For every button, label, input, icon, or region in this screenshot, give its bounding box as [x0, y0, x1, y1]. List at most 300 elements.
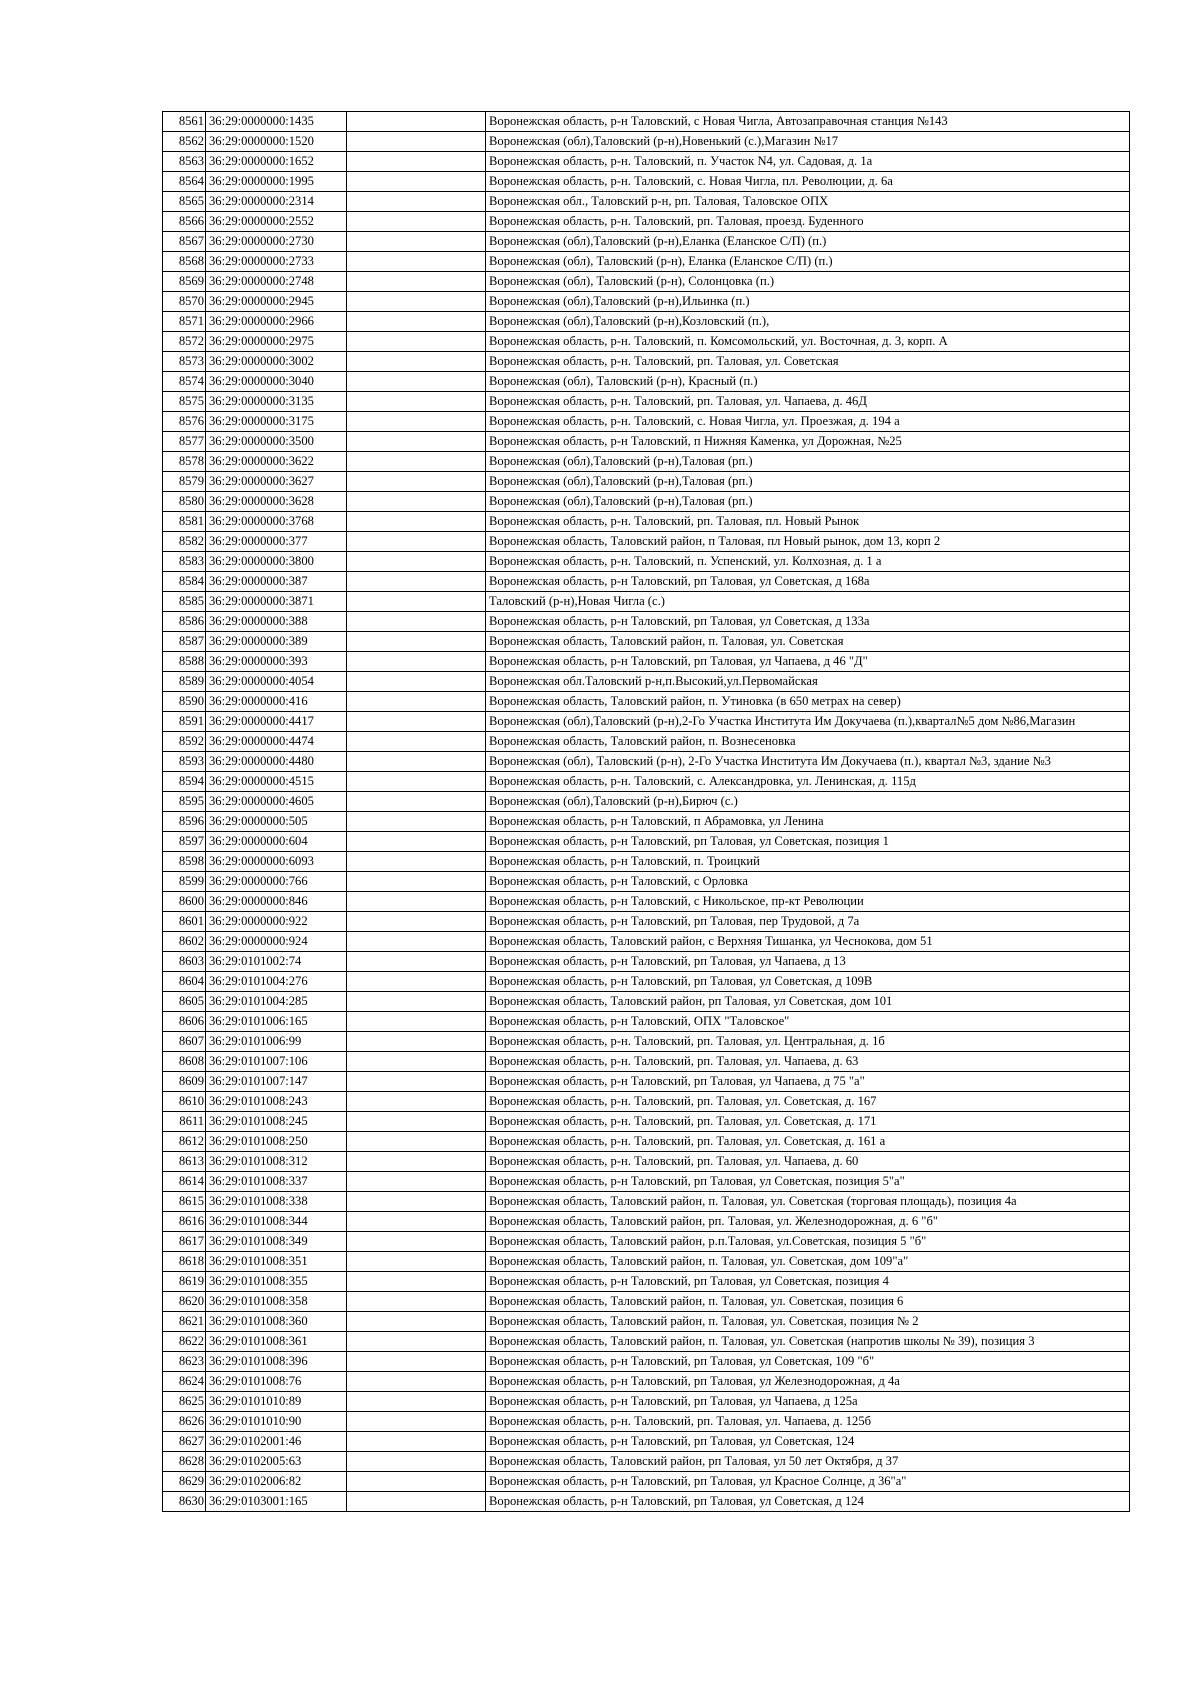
row-number-cell: 8583: [163, 552, 206, 572]
address-cell: Воронежская область, Таловский район, п Таловая, пл Новый рынок, дом 13, корп 2: [486, 532, 1130, 552]
row-number-cell: 8627: [163, 1432, 206, 1452]
row-number-cell: 8601: [163, 912, 206, 932]
empty-cell: [347, 492, 486, 512]
address-cell: Воронежская область, Таловский район, п. Таловая, ул. Советская (напротив школы № 39), позиция 3: [486, 1332, 1130, 1352]
table-row: [163, 1492, 1130, 1512]
empty-cell: [347, 672, 486, 692]
row-number-cell: 8561: [163, 112, 206, 132]
row-number-cell: 8607: [163, 1032, 206, 1052]
table-row: [163, 1072, 1130, 1092]
cadastral-number-cell: 36:29:0000000:2552: [206, 212, 347, 232]
row-number-cell: 8564: [163, 172, 206, 192]
row-number-cell: 8620: [163, 1292, 206, 1312]
empty-cell: [347, 1452, 486, 1472]
table-row: [163, 1232, 1130, 1252]
address-cell: Воронежская область, р-н Таловский, рп Таловая, ул Советская, позиция 5"а": [486, 1172, 1130, 1192]
row-number-cell: 8602: [163, 932, 206, 952]
empty-cell: [347, 252, 486, 272]
address-cell: Воронежская (обл),Таловский (р-н),Козловский (п.),: [486, 312, 1130, 332]
cadastral-number-cell: 36:29:0000000:4054: [206, 672, 347, 692]
table-row: [163, 1192, 1130, 1212]
table-row: [163, 772, 1130, 792]
table-row: [163, 172, 1130, 192]
address-cell: Воронежская область, р-н Таловский, рп Таловая, ул Советская, 124: [486, 1432, 1130, 1452]
row-number-cell: 8592: [163, 732, 206, 752]
empty-cell: [347, 1372, 486, 1392]
row-number-cell: 8622: [163, 1332, 206, 1352]
table-row: [163, 992, 1130, 1012]
table-row: [163, 1052, 1130, 1072]
empty-cell: [347, 832, 486, 852]
empty-cell: [347, 152, 486, 172]
cadastral-number-cell: 36:29:0000000:2730: [206, 232, 347, 252]
table-row: [163, 1212, 1130, 1232]
table-row: [163, 1032, 1130, 1052]
cadastral-number-cell: 36:29:0000000:846: [206, 892, 347, 912]
table-row: [163, 1452, 1130, 1472]
empty-cell: [347, 1432, 486, 1452]
row-number-cell: 8571: [163, 312, 206, 332]
empty-cell: [347, 292, 486, 312]
cadastral-number-cell: 36:29:0000000:3040: [206, 372, 347, 392]
empty-cell: [347, 932, 486, 952]
cadastral-number-cell: 36:29:0101008:76: [206, 1372, 347, 1392]
row-number-cell: 8588: [163, 652, 206, 672]
address-cell: Воронежская область, р-н. Таловский, п. Комсомольский, ул. Восточная, д. 3, корп. А: [486, 332, 1130, 352]
row-number-cell: 8574: [163, 372, 206, 392]
cadastral-number-cell: 36:29:0101010:89: [206, 1392, 347, 1412]
row-number-cell: 8608: [163, 1052, 206, 1072]
cadastral-number-cell: 36:29:0101006:165: [206, 1012, 347, 1032]
cadastral-number-cell: 36:29:0000000:1435: [206, 112, 347, 132]
address-cell: Воронежская область, р-н Таловский, рп Таловая, ул Красное Солнце, д 36"а": [486, 1472, 1130, 1492]
empty-cell: [347, 1212, 486, 1232]
row-number-cell: 8572: [163, 332, 206, 352]
table-row: [163, 432, 1130, 452]
cadastral-number-cell: 36:29:0000000:4417: [206, 712, 347, 732]
empty-cell: [347, 1252, 486, 1272]
address-cell: Воронежская область, р-н Таловский, п Абрамовка, ул Ленина: [486, 812, 1130, 832]
row-number-cell: 8619: [163, 1272, 206, 1292]
empty-cell: [347, 1492, 486, 1512]
cadastral-number-cell: 36:29:0000000:3002: [206, 352, 347, 372]
empty-cell: [347, 272, 486, 292]
table-row: [163, 1112, 1130, 1132]
row-number-cell: 8604: [163, 972, 206, 992]
table-row: [163, 252, 1130, 272]
empty-cell: [347, 192, 486, 212]
address-cell: Воронежская область, Таловский район, п. Утиновка (в 650 метрах на север): [486, 692, 1130, 712]
address-cell: Воронежская область, р-н Таловский, рп Таловая, ул Советская, д 168а: [486, 572, 1130, 592]
address-cell: Воронежская (обл),Таловский (р-н),Ильинка (п.): [486, 292, 1130, 312]
empty-cell: [347, 972, 486, 992]
table-row: [163, 1392, 1130, 1412]
cadastral-number-cell: 36:29:0000000:4480: [206, 752, 347, 772]
cadastral-number-cell: 36:29:0000000:2748: [206, 272, 347, 292]
cadastral-number-cell: 36:29:0000000:2733: [206, 252, 347, 272]
table-row: [163, 972, 1130, 992]
empty-cell: [347, 872, 486, 892]
table-row: [163, 1472, 1130, 1492]
cadastral-number-cell: 36:29:0101002:74: [206, 952, 347, 972]
empty-cell: [347, 1272, 486, 1292]
table-row: [163, 1292, 1130, 1312]
empty-cell: [347, 172, 486, 192]
empty-cell: [347, 592, 486, 612]
address-cell: Воронежская область, р-н. Таловский, рп. Таловая, ул. Чапаева, д. 60: [486, 1152, 1130, 1172]
empty-cell: [347, 132, 486, 152]
cadastral-number-cell: 36:29:0101008:360: [206, 1312, 347, 1332]
row-number-cell: 8568: [163, 252, 206, 272]
empty-cell: [347, 1112, 486, 1132]
cadastral-number-cell: 36:29:0000000:766: [206, 872, 347, 892]
row-number-cell: 8618: [163, 1252, 206, 1272]
empty-cell: [347, 1092, 486, 1112]
table-row: [163, 1352, 1130, 1372]
cadastral-number-cell: 36:29:0101008:250: [206, 1132, 347, 1152]
table-row: [163, 1272, 1130, 1292]
empty-cell: [347, 1392, 486, 1412]
address-cell: Воронежская (обл),Таловский (р-н),Бирюч (с.): [486, 792, 1130, 812]
address-cell: Воронежская область, р-н Таловский, рп Таловая, ул Чапаева, д 13: [486, 952, 1130, 972]
table-row: [163, 812, 1130, 832]
address-cell: Воронежская область, р-н. Таловский, рп. Таловая, ул. Чапаева, д. 63: [486, 1052, 1130, 1072]
address-cell: Воронежская область, р-н Таловский, п. Троицкий: [486, 852, 1130, 872]
empty-cell: [347, 1152, 486, 1172]
cadastral-number-cell: 36:29:0000000:3627: [206, 472, 347, 492]
address-cell: Воронежская (обл), Таловский (р-н), Красный (п.): [486, 372, 1130, 392]
cadastral-number-cell: 36:29:0000000:1652: [206, 152, 347, 172]
cadastral-number-cell: 36:29:0101008:344: [206, 1212, 347, 1232]
empty-cell: [347, 552, 486, 572]
table-row: [163, 1332, 1130, 1352]
address-cell: Воронежская область, р-н Таловский, рп Таловая, ул Советская, д 124: [486, 1492, 1130, 1512]
table-row: [163, 512, 1130, 532]
address-cell: Воронежская обл., Таловский р-н, рп. Таловая, Таловское ОПХ: [486, 192, 1130, 212]
empty-cell: [347, 112, 486, 132]
table-row: [163, 372, 1130, 392]
cadastral-number-cell: 36:29:0000000:2314: [206, 192, 347, 212]
row-number-cell: 8629: [163, 1472, 206, 1492]
row-number-cell: 8621: [163, 1312, 206, 1332]
cadastral-number-cell: 36:29:0101008:243: [206, 1092, 347, 1112]
empty-cell: [347, 792, 486, 812]
address-cell: Воронежская область, р-н Таловский, рп Таловая, ул Чапаева, д 125а: [486, 1392, 1130, 1412]
row-number-cell: 8581: [163, 512, 206, 532]
empty-cell: [347, 212, 486, 232]
cadastral-number-cell: 36:29:0101006:99: [206, 1032, 347, 1052]
table-row: [163, 1432, 1130, 1452]
empty-cell: [347, 1072, 486, 1092]
address-cell: Воронежская область, Таловский район, п. Таловая, ул. Советская, дом 109"а": [486, 1252, 1130, 1272]
table-row: [163, 192, 1130, 212]
empty-cell: [347, 992, 486, 1012]
table-row: [163, 1132, 1130, 1152]
address-cell: Воронежская область, р-н Таловский, рп Таловая, ул Советская, позиция 1: [486, 832, 1130, 852]
row-number-cell: 8600: [163, 892, 206, 912]
empty-cell: [347, 472, 486, 492]
empty-cell: [347, 1052, 486, 1072]
cadastral-number-cell: 36:29:0000000:1995: [206, 172, 347, 192]
address-cell: Воронежская область, р-н Таловский, рп Таловая, ул Железнодорожная, д 4а: [486, 1372, 1130, 1392]
empty-cell: [347, 392, 486, 412]
row-number-cell: 8567: [163, 232, 206, 252]
row-number-cell: 8596: [163, 812, 206, 832]
table-row: [163, 632, 1130, 652]
address-cell: Воронежская область, р-н Таловский, с Новая Чигла, Автозаправочная станция №143: [486, 112, 1130, 132]
empty-cell: [347, 232, 486, 252]
table-row: [163, 532, 1130, 552]
address-cell: Воронежская (обл), Таловский (р-н), Еланка (Еланское С/П) (п.): [486, 252, 1130, 272]
row-number-cell: 8628: [163, 1452, 206, 1472]
row-number-cell: 8624: [163, 1372, 206, 1392]
address-cell: Воронежская (обл),Таловский (р-н),2-Го Участка Института Им Докучаева (п.),квартал№5 дом №86,Магазин: [486, 712, 1130, 732]
address-cell: Воронежская область, р-н. Таловский, с. Новая Чигла, ул. Проезжая, д. 194 а: [486, 412, 1130, 432]
row-number-cell: 8625: [163, 1392, 206, 1412]
address-cell: Воронежская область, р-н Таловский, рп Таловая, ул Советская, позиция 4: [486, 1272, 1130, 1292]
cadastral-number-cell: 36:29:0101008:338: [206, 1192, 347, 1212]
row-number-cell: 8562: [163, 132, 206, 152]
row-number-cell: 8576: [163, 412, 206, 432]
table-row: [163, 592, 1130, 612]
row-number-cell: 8597: [163, 832, 206, 852]
empty-cell: [347, 1332, 486, 1352]
cadastral-number-cell: 36:29:0000000:2945: [206, 292, 347, 312]
row-number-cell: 8605: [163, 992, 206, 1012]
table-row: [163, 852, 1130, 872]
table-row: [163, 752, 1130, 772]
empty-cell: [347, 352, 486, 372]
cadastral-number-cell: 36:29:0000000:388: [206, 612, 347, 632]
table-row: [163, 132, 1130, 152]
row-number-cell: 8614: [163, 1172, 206, 1192]
address-cell: Воронежская (обл),Таловский (р-н),Таловая (рп.): [486, 472, 1130, 492]
empty-cell: [347, 412, 486, 432]
cadastral-number-cell: 36:29:0000000:4515: [206, 772, 347, 792]
table-row: [163, 832, 1130, 852]
cadastral-number-cell: 36:29:0000000:3175: [206, 412, 347, 432]
row-number-cell: 8584: [163, 572, 206, 592]
table-row: [163, 712, 1130, 732]
empty-cell: [347, 732, 486, 752]
empty-cell: [347, 512, 486, 532]
cadastral-number-cell: 36:29:0000000:4605: [206, 792, 347, 812]
address-cell: Воронежская область, р-н. Таловский, рп. Таловая, ул. Советская: [486, 352, 1130, 372]
cadastral-number-cell: 36:29:0000000:505: [206, 812, 347, 832]
table-row: [163, 332, 1130, 352]
row-number-cell: 8610: [163, 1092, 206, 1112]
address-cell: Воронежская область, р-н. Таловский, рп. Таловая, ул. Чапаева, д. 46Д: [486, 392, 1130, 412]
empty-cell: [347, 1012, 486, 1032]
row-number-cell: 8615: [163, 1192, 206, 1212]
table-row: [163, 572, 1130, 592]
row-number-cell: 8593: [163, 752, 206, 772]
empty-cell: [347, 572, 486, 592]
row-number-cell: 8616: [163, 1212, 206, 1232]
address-cell: Воронежская область, р-н Таловский, с Орловка: [486, 872, 1130, 892]
cadastral-number-cell: 36:29:0000000:393: [206, 652, 347, 672]
empty-cell: [347, 1312, 486, 1332]
address-cell: Воронежская область, р-н Таловский, рп Таловая, ул Чапаева, д 75 "а": [486, 1072, 1130, 1092]
row-number-cell: 8609: [163, 1072, 206, 1092]
row-number-cell: 8594: [163, 772, 206, 792]
table-row: [163, 932, 1130, 952]
row-number-cell: 8623: [163, 1352, 206, 1372]
cadastral-number-cell: 36:29:0101008:337: [206, 1172, 347, 1192]
cadastral-number-cell: 36:29:0101008:312: [206, 1152, 347, 1172]
empty-cell: [347, 532, 486, 552]
empty-cell: [347, 1192, 486, 1212]
cadastral-number-cell: 36:29:0000000:389: [206, 632, 347, 652]
cadastral-number-cell: 36:29:0000000:4474: [206, 732, 347, 752]
table-row: [163, 312, 1130, 332]
cadastral-number-cell: 36:29:0000000:377: [206, 532, 347, 552]
empty-cell: [347, 1472, 486, 1492]
cadastral-number-cell: 36:29:0101008:358: [206, 1292, 347, 1312]
address-cell: Воронежская область, р-н. Таловский, с. Новая Чигла, пл. Революции, д. 6а: [486, 172, 1130, 192]
address-cell: Воронежская область, р-н. Таловский, рп. Таловая, ул. Советская, д. 171: [486, 1112, 1130, 1132]
address-cell: Воронежская область, р-н Таловский, рп Таловая, ул Советская, д 133а: [486, 612, 1130, 632]
address-cell: Воронежская область, Таловский район, п. Таловая, ул. Советская, позиция 6: [486, 1292, 1130, 1312]
table-row: [163, 1252, 1130, 1272]
empty-cell: [347, 1352, 486, 1372]
table-row: [163, 472, 1130, 492]
empty-cell: [347, 772, 486, 792]
empty-cell: [347, 692, 486, 712]
address-cell: Воронежская (обл),Таловский (р-н),Таловая (рп.): [486, 452, 1130, 472]
table-row: [163, 152, 1130, 172]
address-cell: Воронежская область, р-н Таловский, рп Таловая, ул Чапаева, д 46 "Д": [486, 652, 1130, 672]
address-cell: Воронежская область, р-н Таловский, рп Таловая, пер Трудовой, д 7а: [486, 912, 1130, 932]
empty-cell: [347, 912, 486, 932]
records-table-body: [163, 112, 1130, 1512]
table-row: [163, 112, 1130, 132]
address-cell: Воронежская (обл), Таловский (р-н), 2-Го Участка Института Им Докучаева (п.), квартал №3, здание №3: [486, 752, 1130, 772]
cadastral-number-cell: 36:29:0101008:349: [206, 1232, 347, 1252]
table-row: [163, 1172, 1130, 1192]
address-cell: Воронежская область, Таловский район, с Верхняя Тишанка, ул Чеснокова, дом 51: [486, 932, 1130, 952]
address-cell: Воронежская область, р-н. Таловский, п. Успенский, ул. Колхозная, д. 1 а: [486, 552, 1130, 572]
row-number-cell: 8565: [163, 192, 206, 212]
empty-cell: [347, 1172, 486, 1192]
table-row: [163, 612, 1130, 632]
cadastral-number-cell: 36:29:0000000:2975: [206, 332, 347, 352]
table-row: [163, 1372, 1130, 1392]
table-row: [163, 792, 1130, 812]
cadastral-number-cell: 36:29:0101008:351: [206, 1252, 347, 1272]
cadastral-number-cell: 36:29:0000000:3628: [206, 492, 347, 512]
address-cell: Воронежская (обл),Таловский (р-н),Еланка (Еланское С/П) (п.): [486, 232, 1130, 252]
empty-cell: [347, 752, 486, 772]
address-cell: Воронежская область, р-н. Таловский, рп. Таловая, ул. Советская, д. 161 а: [486, 1132, 1130, 1152]
row-number-cell: 8570: [163, 292, 206, 312]
row-number-cell: 8585: [163, 592, 206, 612]
empty-cell: [347, 852, 486, 872]
row-number-cell: 8606: [163, 1012, 206, 1032]
row-number-cell: 8575: [163, 392, 206, 412]
empty-cell: [347, 1132, 486, 1152]
cadastral-number-cell: 36:29:0102006:82: [206, 1472, 347, 1492]
cadastral-number-cell: 36:29:0000000:924: [206, 932, 347, 952]
empty-cell: [347, 1232, 486, 1252]
row-number-cell: 8573: [163, 352, 206, 372]
cadastral-number-cell: 36:29:0000000:922: [206, 912, 347, 932]
cadastral-number-cell: 36:29:0101007:147: [206, 1072, 347, 1092]
cadastral-number-cell: 36:29:0103001:165: [206, 1492, 347, 1512]
address-cell: Воронежская область, Таловский район, рп Таловая, ул Советская, дом 101: [486, 992, 1130, 1012]
cadastral-number-cell: 36:29:0000000:3135: [206, 392, 347, 412]
address-cell: Воронежская область, Таловский район, п. Таловая, ул. Советская: [486, 632, 1130, 652]
empty-cell: [347, 1032, 486, 1052]
cadastral-number-cell: 36:29:0101008:245: [206, 1112, 347, 1132]
empty-cell: [347, 372, 486, 392]
cadastral-number-cell: 36:29:0000000:3871: [206, 592, 347, 612]
row-number-cell: 8587: [163, 632, 206, 652]
address-cell: Воронежская область, р-н. Таловский, рп. Таловая, ул. Центральная, д. 1б: [486, 1032, 1130, 1052]
row-number-cell: 8579: [163, 472, 206, 492]
empty-cell: [347, 712, 486, 732]
address-cell: Воронежская (обл),Таловский (р-н),Новенький (с.),Магазин №17: [486, 132, 1130, 152]
row-number-cell: 8599: [163, 872, 206, 892]
row-number-cell: 8589: [163, 672, 206, 692]
cadastral-number-cell: 36:29:0101004:276: [206, 972, 347, 992]
address-cell: Воронежская область, р-н. Таловский, рп. Таловая, проезд. Буденного: [486, 212, 1130, 232]
address-cell: Воронежская (обл), Таловский (р-н), Солонцовка (п.): [486, 272, 1130, 292]
row-number-cell: 8603: [163, 952, 206, 972]
empty-cell: [347, 1292, 486, 1312]
address-cell: Воронежская область, Таловский район, п. Таловая, ул. Советская (торговая площадь), позиция 4а: [486, 1192, 1130, 1212]
cadastral-number-cell: 36:29:0000000:2966: [206, 312, 347, 332]
address-cell: Воронежская область, р-н. Таловский, рп. Таловая, ул. Советская, д. 167: [486, 1092, 1130, 1112]
cadastral-number-cell: 36:29:0000000:1520: [206, 132, 347, 152]
table-row: [163, 1152, 1130, 1172]
table-row: [163, 1012, 1130, 1032]
row-number-cell: 8566: [163, 212, 206, 232]
row-number-cell: 8578: [163, 452, 206, 472]
address-cell: Таловский (р-н),Новая Чигла (с.): [486, 592, 1130, 612]
table-row: [163, 392, 1130, 412]
table-row: [163, 732, 1130, 752]
address-cell: Воронежская область, р-н. Таловский, п. Участок N4, ул. Садовая, д. 1а: [486, 152, 1130, 172]
address-cell: Воронежская (обл),Таловский (р-н),Таловая (рп.): [486, 492, 1130, 512]
empty-cell: [347, 652, 486, 672]
cadastral-number-cell: 36:29:0000000:6093: [206, 852, 347, 872]
address-cell: Воронежская область, Таловский район, рп Таловая, ул 50 лет Октября, д 37: [486, 1452, 1130, 1472]
cadastral-number-cell: 36:29:0000000:3800: [206, 552, 347, 572]
table-row: [163, 552, 1130, 572]
address-cell: Воронежская область, р-н. Таловский, рп. Таловая, ул. Чапаева, д. 125б: [486, 1412, 1130, 1432]
address-cell: Воронежская область, Таловский район, п. Вознесеновка: [486, 732, 1130, 752]
empty-cell: [347, 632, 486, 652]
table-row: [163, 872, 1130, 892]
table-row: [163, 492, 1130, 512]
row-number-cell: 8582: [163, 532, 206, 552]
empty-cell: [347, 312, 486, 332]
address-cell: Воронежская область, р-н. Таловский, рп. Таловая, пл. Новый Рынок: [486, 512, 1130, 532]
row-number-cell: 8598: [163, 852, 206, 872]
row-number-cell: 8563: [163, 152, 206, 172]
cadastral-number-cell: 36:29:0101010:90: [206, 1412, 347, 1432]
address-cell: Воронежская область, Таловский район, п. Таловая, ул. Советская, позиция № 2: [486, 1312, 1130, 1332]
table-row: [163, 292, 1130, 312]
address-cell: Воронежская область, р-н Таловский, рп Таловая, ул Советская, д 109В: [486, 972, 1130, 992]
cadastral-number-cell: 36:29:0101008:396: [206, 1352, 347, 1372]
empty-cell: [347, 892, 486, 912]
records-table: [162, 111, 1130, 1512]
table-row: [163, 1412, 1130, 1432]
empty-cell: [347, 812, 486, 832]
cadastral-number-cell: 36:29:0101008:355: [206, 1272, 347, 1292]
